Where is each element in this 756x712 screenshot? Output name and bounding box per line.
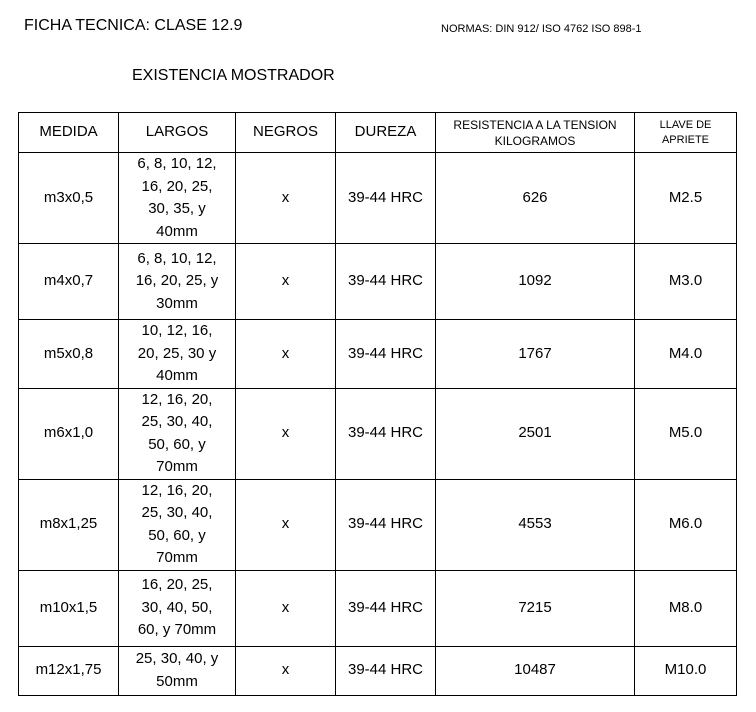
- cell-negros: x: [236, 646, 336, 695]
- cell-largos-line: 25, 30, 40,: [141, 413, 213, 430]
- col-header-llave-line2: APRIETE: [661, 133, 710, 146]
- cell-largos-line: 6, 8, 10, 12,: [137, 249, 217, 267]
- cell-largos-line: 25, 30, 40, y: [135, 650, 219, 667]
- cell-medida: m3x0,5: [19, 153, 119, 244]
- table-row: [19, 153, 737, 244]
- cell-dureza: 39-44 HRC: [336, 479, 436, 570]
- cell-largos-line: 16, 20, 25,: [141, 177, 213, 195]
- cell-negros: x: [236, 479, 336, 570]
- cell-llave: M8.0: [635, 570, 737, 646]
- cell-largos: [119, 320, 236, 389]
- col-header-llave: [635, 113, 737, 153]
- cell-largos-line: 40mm: [156, 222, 198, 240]
- cell-negros: x: [236, 244, 336, 320]
- cell-largos-line: 50, 60, y: [148, 526, 206, 544]
- norms-text: NORMAS: DIN 912/ ISO 4762 ISO 898-1: [441, 23, 642, 35]
- cell-largos-line: 10, 12, 16,: [141, 322, 213, 339]
- cell-largos: [119, 479, 236, 570]
- cell-largos-line: 40mm: [156, 367, 198, 384]
- cell-largos-line: 12, 16, 20,: [141, 481, 213, 499]
- cell-largos: [119, 388, 236, 479]
- cell-llave: M6.0: [635, 479, 737, 570]
- col-header-medida: MEDIDA: [19, 113, 119, 153]
- cell-negros: x: [236, 153, 336, 244]
- cell-largos-line: 50, 60, y: [148, 435, 206, 453]
- col-header-negros: NEGROS: [236, 113, 336, 153]
- cell-largos-line: 50mm: [156, 672, 198, 690]
- table-header-row: [19, 113, 737, 153]
- cell-largos-line: 25, 30, 40,: [141, 504, 213, 521]
- cell-dureza: 39-44 HRC: [336, 320, 436, 389]
- cell-largos-line: 16, 20, 25, y: [135, 272, 219, 290]
- cell-dureza: 39-44 HRC: [336, 570, 436, 646]
- col-header-llave-line1: LLAVE DE: [659, 118, 712, 131]
- cell-llave: M10.0: [635, 646, 737, 695]
- cell-largos: [119, 244, 236, 320]
- cell-resistencia: 2501: [436, 388, 635, 479]
- table-row: [19, 320, 737, 389]
- cell-largos: [119, 570, 236, 646]
- cell-dureza: 39-44 HRC: [336, 153, 436, 244]
- section-subtitle: EXISTENCIA MOSTRADOR: [132, 67, 335, 84]
- cell-dureza: 39-44 HRC: [336, 388, 436, 479]
- cell-negros: x: [236, 320, 336, 389]
- cell-resistencia: 4553: [436, 479, 635, 570]
- cell-resistencia: 7215: [436, 570, 635, 646]
- cell-largos-line: 6, 8, 10, 12,: [137, 155, 217, 172]
- cell-medida: m10x1,5: [19, 570, 119, 646]
- cell-largos-line: 16, 20, 25,: [141, 576, 213, 594]
- cell-largos-line: 20, 25, 30 y: [137, 344, 217, 362]
- cell-dureza: 39-44 HRC: [336, 244, 436, 320]
- cell-medida: m8x1,25: [19, 479, 119, 570]
- col-header-dureza: DUREZA: [336, 113, 436, 153]
- table-row: [19, 570, 737, 646]
- cell-largos-line: 30, 40, 50,: [141, 598, 213, 616]
- cell-largos: [119, 153, 236, 244]
- spec-table: [18, 112, 737, 696]
- cell-resistencia: 10487: [436, 646, 635, 695]
- cell-llave: M2.5: [635, 153, 737, 244]
- cell-negros: x: [236, 570, 336, 646]
- cell-largos-line: 12, 16, 20,: [141, 390, 213, 408]
- cell-llave: M3.0: [635, 244, 737, 320]
- col-header-resistencia: [436, 113, 635, 153]
- cell-largos-line: 70mm: [156, 458, 198, 475]
- table-row: [19, 479, 737, 570]
- cell-resistencia: 1092: [436, 244, 635, 320]
- cell-medida: m6x1,0: [19, 388, 119, 479]
- col-header-largos: LARGOS: [119, 113, 236, 153]
- cell-medida: m5x0,8: [19, 320, 119, 389]
- cell-llave: M4.0: [635, 320, 737, 389]
- cell-medida: m12x1,75: [19, 646, 119, 695]
- table-row: [19, 244, 737, 320]
- cell-largos-line: 70mm: [156, 549, 198, 566]
- cell-largos-line: 60, y 70mm: [137, 621, 217, 639]
- col-header-resistencia-line2: KILOGRAMOS: [494, 133, 576, 148]
- cell-dureza: 39-44 HRC: [336, 646, 436, 695]
- cell-negros: x: [236, 388, 336, 479]
- cell-largos-line: 30, 35, y: [148, 200, 206, 217]
- table-row: [19, 646, 737, 695]
- cell-resistencia: 1767: [436, 320, 635, 389]
- document-title: FICHA TECNICA: CLASE 12.9: [24, 17, 243, 34]
- cell-medida: m4x0,7: [19, 244, 119, 320]
- cell-largos: [119, 646, 236, 695]
- col-header-resistencia-line1: RESISTENCIA A LA TENSION: [453, 117, 617, 132]
- cell-llave: M5.0: [635, 388, 737, 479]
- cell-largos-line: 30mm: [156, 294, 198, 312]
- table-row: [19, 388, 737, 479]
- cell-resistencia: 626: [436, 153, 635, 244]
